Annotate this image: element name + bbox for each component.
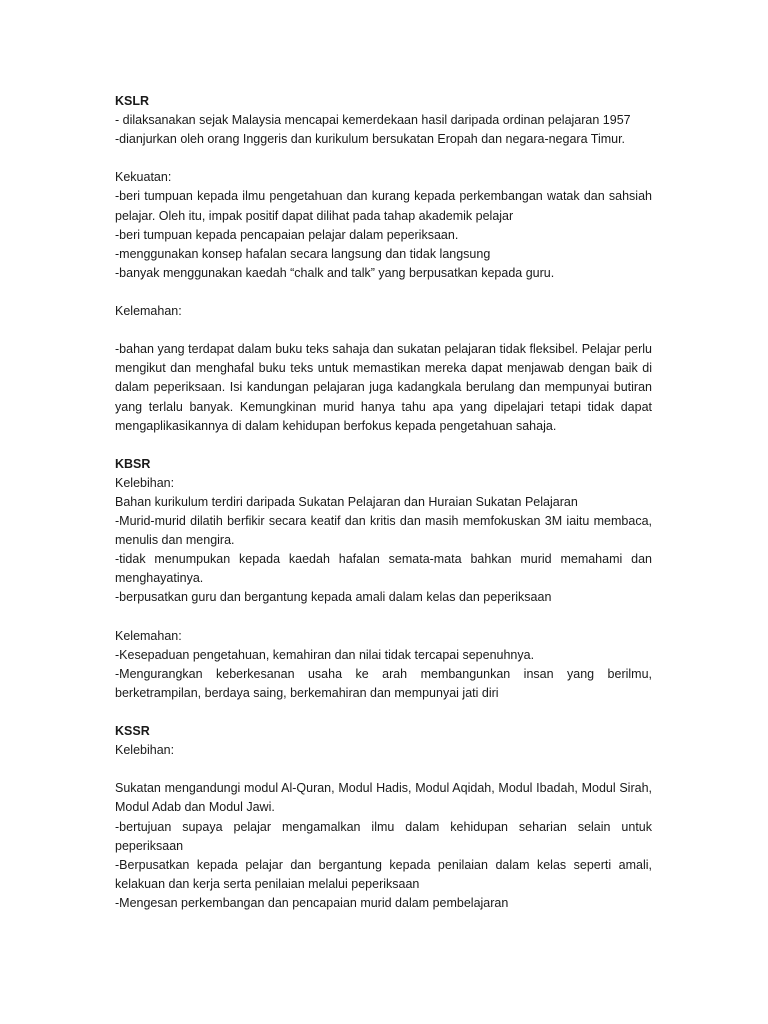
kbsr-weakness-2: -Mengurangkan keberkesanan usaha ke arah membangunkan insan yang berilmu, berketrampilan, berdaya saing, berkemahiran dan mempunyai jati diri: [115, 666, 652, 700]
kssr-strength-1: Sukatan mengandungi modul Al-Quran, Modul Hadis, Modul Aqidah, Modul Ibadah, Modul Sirah, Modul Adab dan Modul Jawi.: [115, 781, 652, 815]
section-kslr: [115, 92, 652, 455]
spacer: [115, 608, 652, 627]
kbsr-strength-2: -Murid-murid dilatih berfikir secara keatif dan kritis dan masih memfokuskan 3M iaitu membaca, menulis dan mengira.: [115, 514, 652, 548]
kssr-strength-2: -bertujuan supaya pelajar mengamalkan ilmu dalam kehidupan seharian selain untuk peperiksaan: [115, 819, 652, 853]
kslr-weaknesses-label: Kelemahan:: [115, 304, 182, 319]
kslr-weakness-1: -bahan yang terdapat dalam buku teks sahaja dan sukatan pelajaran tidak fleksibel. Pelajar perlu mengikut dan menghafal buku teks untuk memastikan mereka dapat menjawab dengan baik di dalam peperiksaan. Isi kandungan pelajaran juga kadangkala berulang dan mempunyai butiran yang terlalu banyak. Kemungkinan murid hanya tahu apa yang dipelajari tetapi tidak dapat mengaplikasikannya di dalam kehidupan berfokus kepada pengetahuan sahaja.: [115, 342, 652, 433]
kbsr-strength-3: -tidak menumpukan kepada kaedah hafalan semata-mata bahkan murid memahami dan menghayatinya.: [115, 552, 652, 586]
spacer: [115, 149, 652, 168]
kbsr-weakness-1: -Kesepaduan pengetahuan, kemahiran dan nilai tidak tercapai sepenuhnya.: [115, 647, 535, 662]
kbsr-strength-4: -berpusatkan guru dan bergantung kepada amali dalam kelas dan peperiksaan: [115, 590, 552, 605]
kslr-strength-1: -beri tumpuan kepada ilmu pengetahuan dan kurang kepada perkembangan watak dan sahsiah pelajar. Oleh itu, impak positif dapat dilihat pada tahap akademik pelajar: [115, 189, 652, 223]
kslr-strength-2: -beri tumpuan kepada pencapaian pelajar dalam peperiksaan.: [115, 227, 459, 242]
kslr-strength-3: -menggunakan konsep hafalan secara langsung dan tidak langsung: [115, 246, 491, 261]
kbsr-strengths-label: Kelebihan:: [115, 475, 175, 490]
spacer: [115, 283, 652, 302]
section-kssr: [115, 722, 652, 913]
spacer: [115, 703, 652, 722]
kbsr-heading: KBSR: [115, 456, 151, 471]
kslr-intro-line-2: -dianjurkan oleh orang Inggeris dan kurikulum bersukatan Eropah dan negara-negara Timur.: [115, 132, 626, 147]
document-page: [115, 92, 652, 913]
spacer: [115, 436, 652, 455]
kbsr-strength-1: Bahan kurikulum terdiri daripada Sukatan Pelajaran dan Huraian Sukatan Pelajaran: [115, 494, 578, 509]
kslr-strengths-label: Kekuatan:: [115, 170, 172, 185]
kssr-strength-3: -Berpusatkan kepada pelajar dan bergantung kepada penilaian dalam kelas seperti amali, kelakuan dan kerja serta penilaian melalui peperiksaan: [115, 857, 652, 891]
section-kbsr: [115, 455, 652, 722]
kssr-strength-4: -Mengesan perkembangan dan pencapaian murid dalam pembelajaran: [115, 895, 509, 910]
kssr-heading: KSSR: [115, 724, 150, 739]
spacer: [115, 760, 652, 779]
kssr-strengths-label: Kelebihan:: [115, 743, 175, 758]
kslr-heading: KSLR: [115, 94, 150, 108]
kbsr-weaknesses-label: Kelemahan:: [115, 628, 182, 643]
kslr-strength-4: -banyak menggunakan kaedah “chalk and talk” yang berpusatkan kepada guru.: [115, 265, 555, 280]
spacer: [115, 321, 652, 340]
kslr-intro-line-1: - dilaksanakan sejak Malaysia mencapai kemerdekaan hasil daripada ordinan pelajaran 1957: [115, 113, 631, 128]
